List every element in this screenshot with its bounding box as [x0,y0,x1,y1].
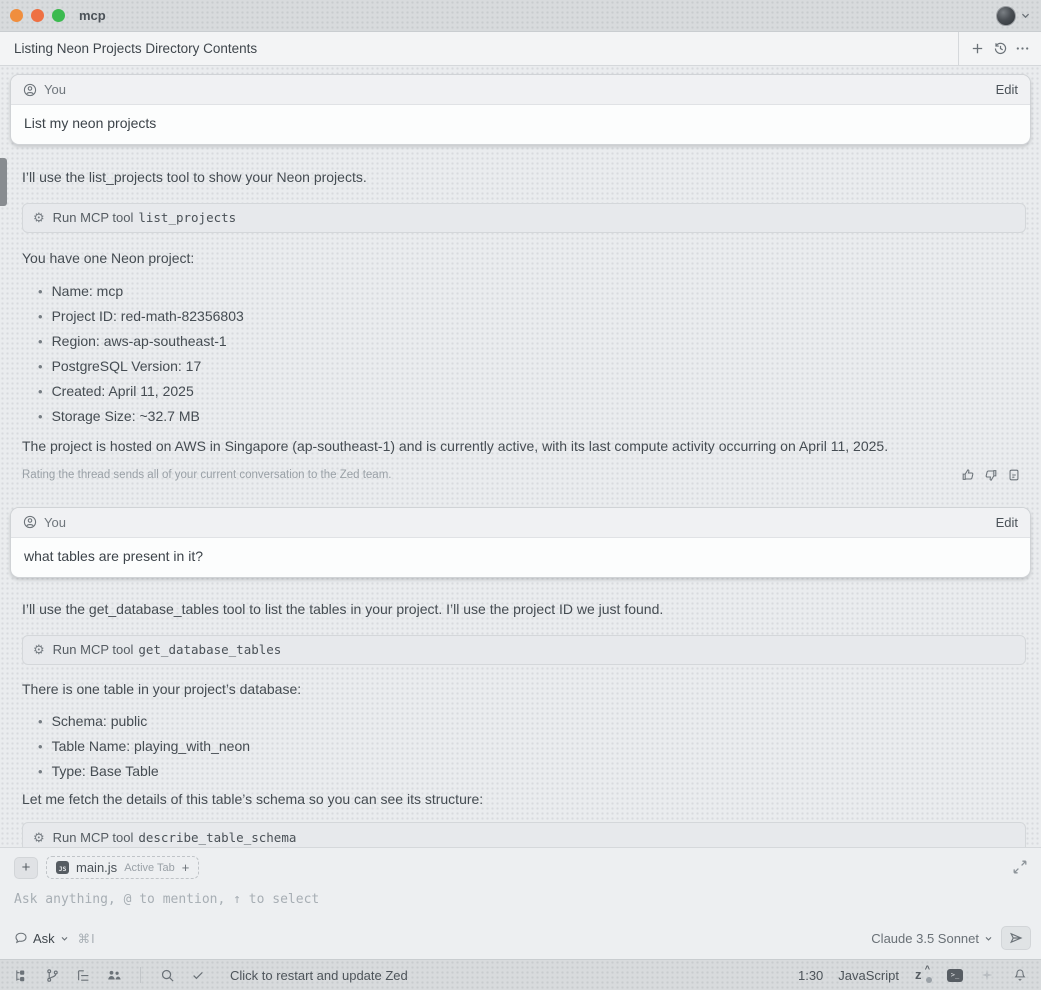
list-item: • Region: aws-ap-southeast-1 [38,329,1026,354]
edit-message-button[interactable]: Edit [995,82,1018,97]
chevron-down-icon [984,934,993,943]
maximize-window-button[interactable] [52,9,65,22]
gear-icon: ⚙ [33,642,45,658]
tool-call-label: Run MCP tool [52,829,134,845]
list-item: • Schema: public [38,709,1026,734]
list-item: • Project ID: red-math-82356803 [38,304,1026,329]
background-window-edge [0,158,7,206]
user-message-text[interactable]: List my neon projects [24,115,157,131]
user-message-card [10,74,1031,145]
titlebar [0,0,1041,32]
project-panel-icon[interactable] [12,966,30,984]
thumbs-up-icon[interactable] [961,468,975,482]
mcp-tool-call-card[interactable] [22,822,1026,847]
send-message-button[interactable] [1001,926,1031,950]
thread-toolbar [0,32,1041,66]
status-bar [0,959,1041,990]
assistant-paragraph: I’ll use the get_database_tables tool to list the tables in your project. I’ll use the project ID we just found. [22,600,664,617]
project-details-list [22,279,1026,429]
list-item: • Table Name: playing_with_neon [38,734,1026,759]
author-label: You [44,82,66,97]
chat-bubble-icon [14,931,28,945]
list-item: • Storage Size: ~32.7 MB [38,404,1026,429]
mcp-tool-call-card[interactable] [22,635,1026,665]
divider [140,967,141,983]
feedback-row [22,468,1026,482]
mode-label: Ask [33,930,55,946]
chevron-down-icon [60,934,69,943]
history-icon[interactable] [992,39,1009,59]
message-input[interactable] [14,892,634,907]
model-label: Claude 3.5 Sonnet [871,930,979,946]
thread-title: Listing Neon Projects Directory Contents [14,41,258,56]
edit-prediction-icon[interactable]: z ^ [915,964,930,982]
assistant-response [0,168,1041,482]
tool-call-name: get_database_tables [138,642,282,658]
list-item: • Type: Base Table [38,759,1026,784]
tool-call-name: list_projects [138,210,237,226]
list-item: • PostgreSQL Version: 17 [38,354,1026,379]
search-icon[interactable] [158,966,176,984]
mode-shortcut: ⌘I [77,931,96,946]
gear-icon: ⚙ [33,210,45,226]
edit-message-button[interactable]: Edit [995,514,1018,530]
user-message-header [11,508,1030,538]
active-tab-context-chip[interactable] [46,856,199,879]
model-selector[interactable] [871,931,993,946]
expand-composer-icon[interactable] [1011,858,1029,876]
assistant-paragraph: The project is hosted on AWS in Singapore (ap-southeast-1) and is currently active, with its last compute activity occurring on April 11, 2025. [22,437,889,454]
author-label: You [44,514,66,530]
list-item: • Created: April 11, 2025 [38,379,1026,404]
minimize-window-button[interactable] [31,9,44,22]
tool-call-label: Run MCP tool [52,642,134,658]
javascript-file-icon: JS [56,861,69,874]
toolbar-actions [958,32,1041,65]
user-avatar[interactable] [996,6,1016,26]
feedback-note: Rating the thread sends all of your current conversation to the Zed team. [22,468,392,481]
diagnostics-check-icon[interactable] [189,966,207,984]
assistant-paragraph: You have one Neon project: [22,249,195,266]
thumbs-down-icon[interactable] [984,468,998,482]
chevron-down-icon[interactable] [1020,10,1031,21]
context-file-name: main.js [76,860,118,875]
list-item: • Name: mcp [38,279,1026,304]
assistant-paragraph: There is one table in your project’s database: [22,680,302,697]
send-icon [1009,931,1023,945]
collab-panel-icon[interactable] [105,966,123,984]
traffic-lights [10,9,65,22]
close-window-button[interactable] [10,9,23,22]
person-circle-icon [23,515,37,529]
tool-call-label: Run MCP tool [52,210,134,226]
window-title: mcp [79,8,106,23]
language-selector[interactable]: JavaScript [838,967,899,983]
outline-panel-icon[interactable] [74,966,92,984]
cursor-position[interactable]: 1:30 [797,967,824,983]
open-as-markdown-icon[interactable] [1007,468,1021,482]
tool-call-name: describe_table_schema [138,829,297,845]
more-options-icon[interactable] [1014,39,1031,59]
add-context-button[interactable]: + [14,857,38,879]
mode-selector[interactable] [14,931,96,946]
message-composer [0,847,1041,959]
assistant-paragraph: I’ll use the list_projects tool to show your Neon projects. [22,169,367,185]
thread-view [0,66,1041,847]
mcp-tool-call-card[interactable] [22,203,1026,233]
context-badge: Active Tab [124,861,175,874]
table-details-list [22,709,1026,784]
assistant-response [0,600,1041,847]
notification-bell-icon[interactable] [1011,966,1029,984]
user-message-card [10,507,1031,578]
person-circle-icon [23,83,37,97]
user-message-text[interactable]: what tables are present in it? [24,547,203,564]
gear-icon: ⚙ [33,829,45,845]
terminal-panel-icon[interactable]: >_ [947,969,963,982]
user-message-header [11,75,1030,105]
add-file-context-icon[interactable]: + [181,860,190,875]
assistant-sparkle-icon[interactable] [978,966,996,984]
update-zed-button[interactable]: Click to restart and update Zed [230,967,408,983]
git-branch-icon[interactable] [43,966,61,984]
assistant-paragraph: Let me fetch the details of this table’s schema so you can see its structure: [22,791,484,808]
new-thread-icon[interactable] [969,39,986,59]
